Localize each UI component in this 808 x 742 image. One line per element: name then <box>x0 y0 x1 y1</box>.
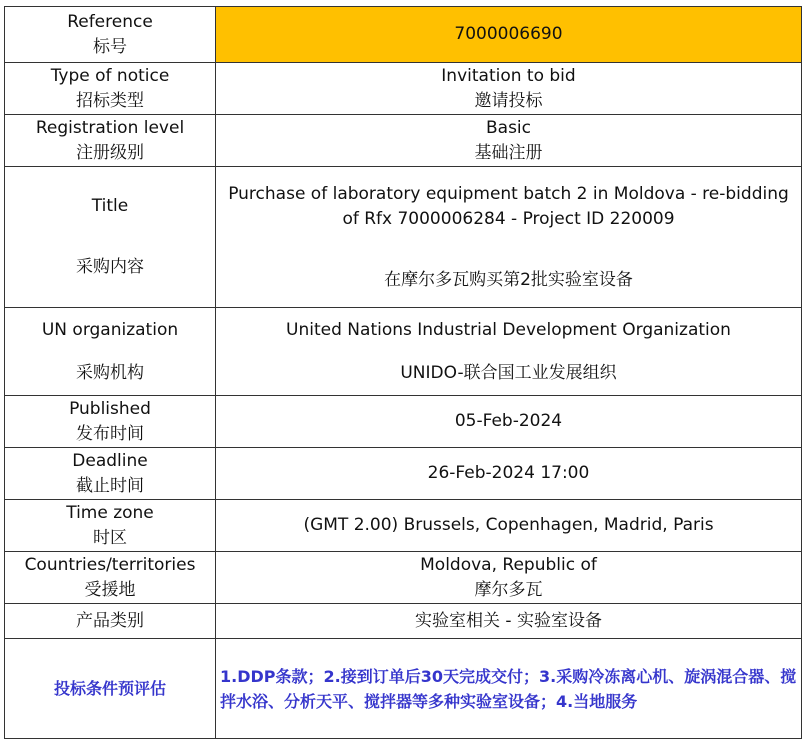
label-un-organization <box>5 308 216 396</box>
value-countries <box>216 552 802 604</box>
value-un-organization <box>216 308 802 396</box>
value-en: Basic <box>485 117 531 138</box>
label-en: Reference <box>67 11 153 32</box>
value-en: Purchase of laboratory equipment batch 2 in Moldova - re-bidding of Rfx 7000006284 - Project ID 220009 <box>228 183 789 229</box>
value-type-of-notice <box>216 63 802 115</box>
row-reference <box>5 7 802 63</box>
label-en: Time zone <box>66 502 154 523</box>
value-pre-assessment: 1.DDP条款；2.接到订单后30天完成交付；3.采购冷冻离心机、旋涡混合器、搅拌水浴、分析天平、搅拌器等多种实验室设备；4.当地服务 <box>216 639 802 739</box>
label-product-category: 产品类别 <box>5 604 216 639</box>
label-published <box>5 396 216 448</box>
value-zh: UNIDO-联合国工业发展组织 <box>400 362 617 383</box>
label-zh: 注册级别 <box>76 142 144 163</box>
value-en: Invitation to bid <box>441 65 576 86</box>
label-en: Countries/territories <box>24 554 196 575</box>
row-countries <box>5 552 802 604</box>
label-zh: 采购机构 <box>76 362 144 383</box>
value-title <box>216 167 802 308</box>
value-zh: 在摩尔多瓦购买第2批实验室设备 <box>384 269 633 290</box>
label-time-zone <box>5 500 216 552</box>
label-registration-level <box>5 115 216 167</box>
row-registration-level <box>5 115 802 167</box>
label-countries <box>5 552 216 604</box>
label-en: Type of notice <box>50 65 170 86</box>
label-en: Deadline <box>72 450 148 471</box>
label-zh: 标号 <box>93 36 127 57</box>
label-deadline <box>5 448 216 500</box>
label-zh: 采购内容 <box>76 257 144 277</box>
tender-info-table <box>4 6 802 739</box>
value-zh: 摩尔多瓦 <box>474 579 543 600</box>
value-deadline: 26-Feb-2024 17:00 <box>216 448 802 500</box>
row-product-category <box>5 604 802 639</box>
row-published <box>5 396 802 448</box>
value-published: 05-Feb-2024 <box>216 396 802 448</box>
value-zh: 基础注册 <box>474 142 543 163</box>
row-type-of-notice <box>5 63 802 115</box>
label-reference <box>5 7 216 63</box>
label-zh: 发布时间 <box>76 423 144 444</box>
label-zh: 受援地 <box>84 579 136 600</box>
value-reference: 7000006690 <box>216 7 802 63</box>
value-registration-level <box>216 115 802 167</box>
row-deadline <box>5 448 802 500</box>
label-zh: 截止时间 <box>76 475 144 496</box>
label-en: UN organization <box>41 319 179 340</box>
value-en: United Nations Industrial Development Organization <box>286 319 731 340</box>
label-title <box>5 167 216 308</box>
label-en: Title <box>91 196 129 216</box>
value-product-category: 实验室相关 - 实验室设备 <box>216 604 802 639</box>
label-en: Published <box>69 398 151 419</box>
row-time-zone <box>5 500 802 552</box>
label-pre-assessment: 投标条件预评估 <box>5 639 216 739</box>
value-time-zone: (GMT 2.00) Brussels, Copenhagen, Madrid, Paris <box>216 500 802 552</box>
row-title <box>5 167 802 308</box>
label-zh: 招标类型 <box>76 90 144 111</box>
value-en: Moldova, Republic of <box>420 554 597 575</box>
label-type-of-notice <box>5 63 216 115</box>
label-zh: 时区 <box>93 527 127 548</box>
row-pre-assessment <box>5 639 802 739</box>
label-en: Registration level <box>35 117 185 138</box>
row-un-organization <box>5 308 802 396</box>
value-zh: 邀请投标 <box>474 90 543 111</box>
